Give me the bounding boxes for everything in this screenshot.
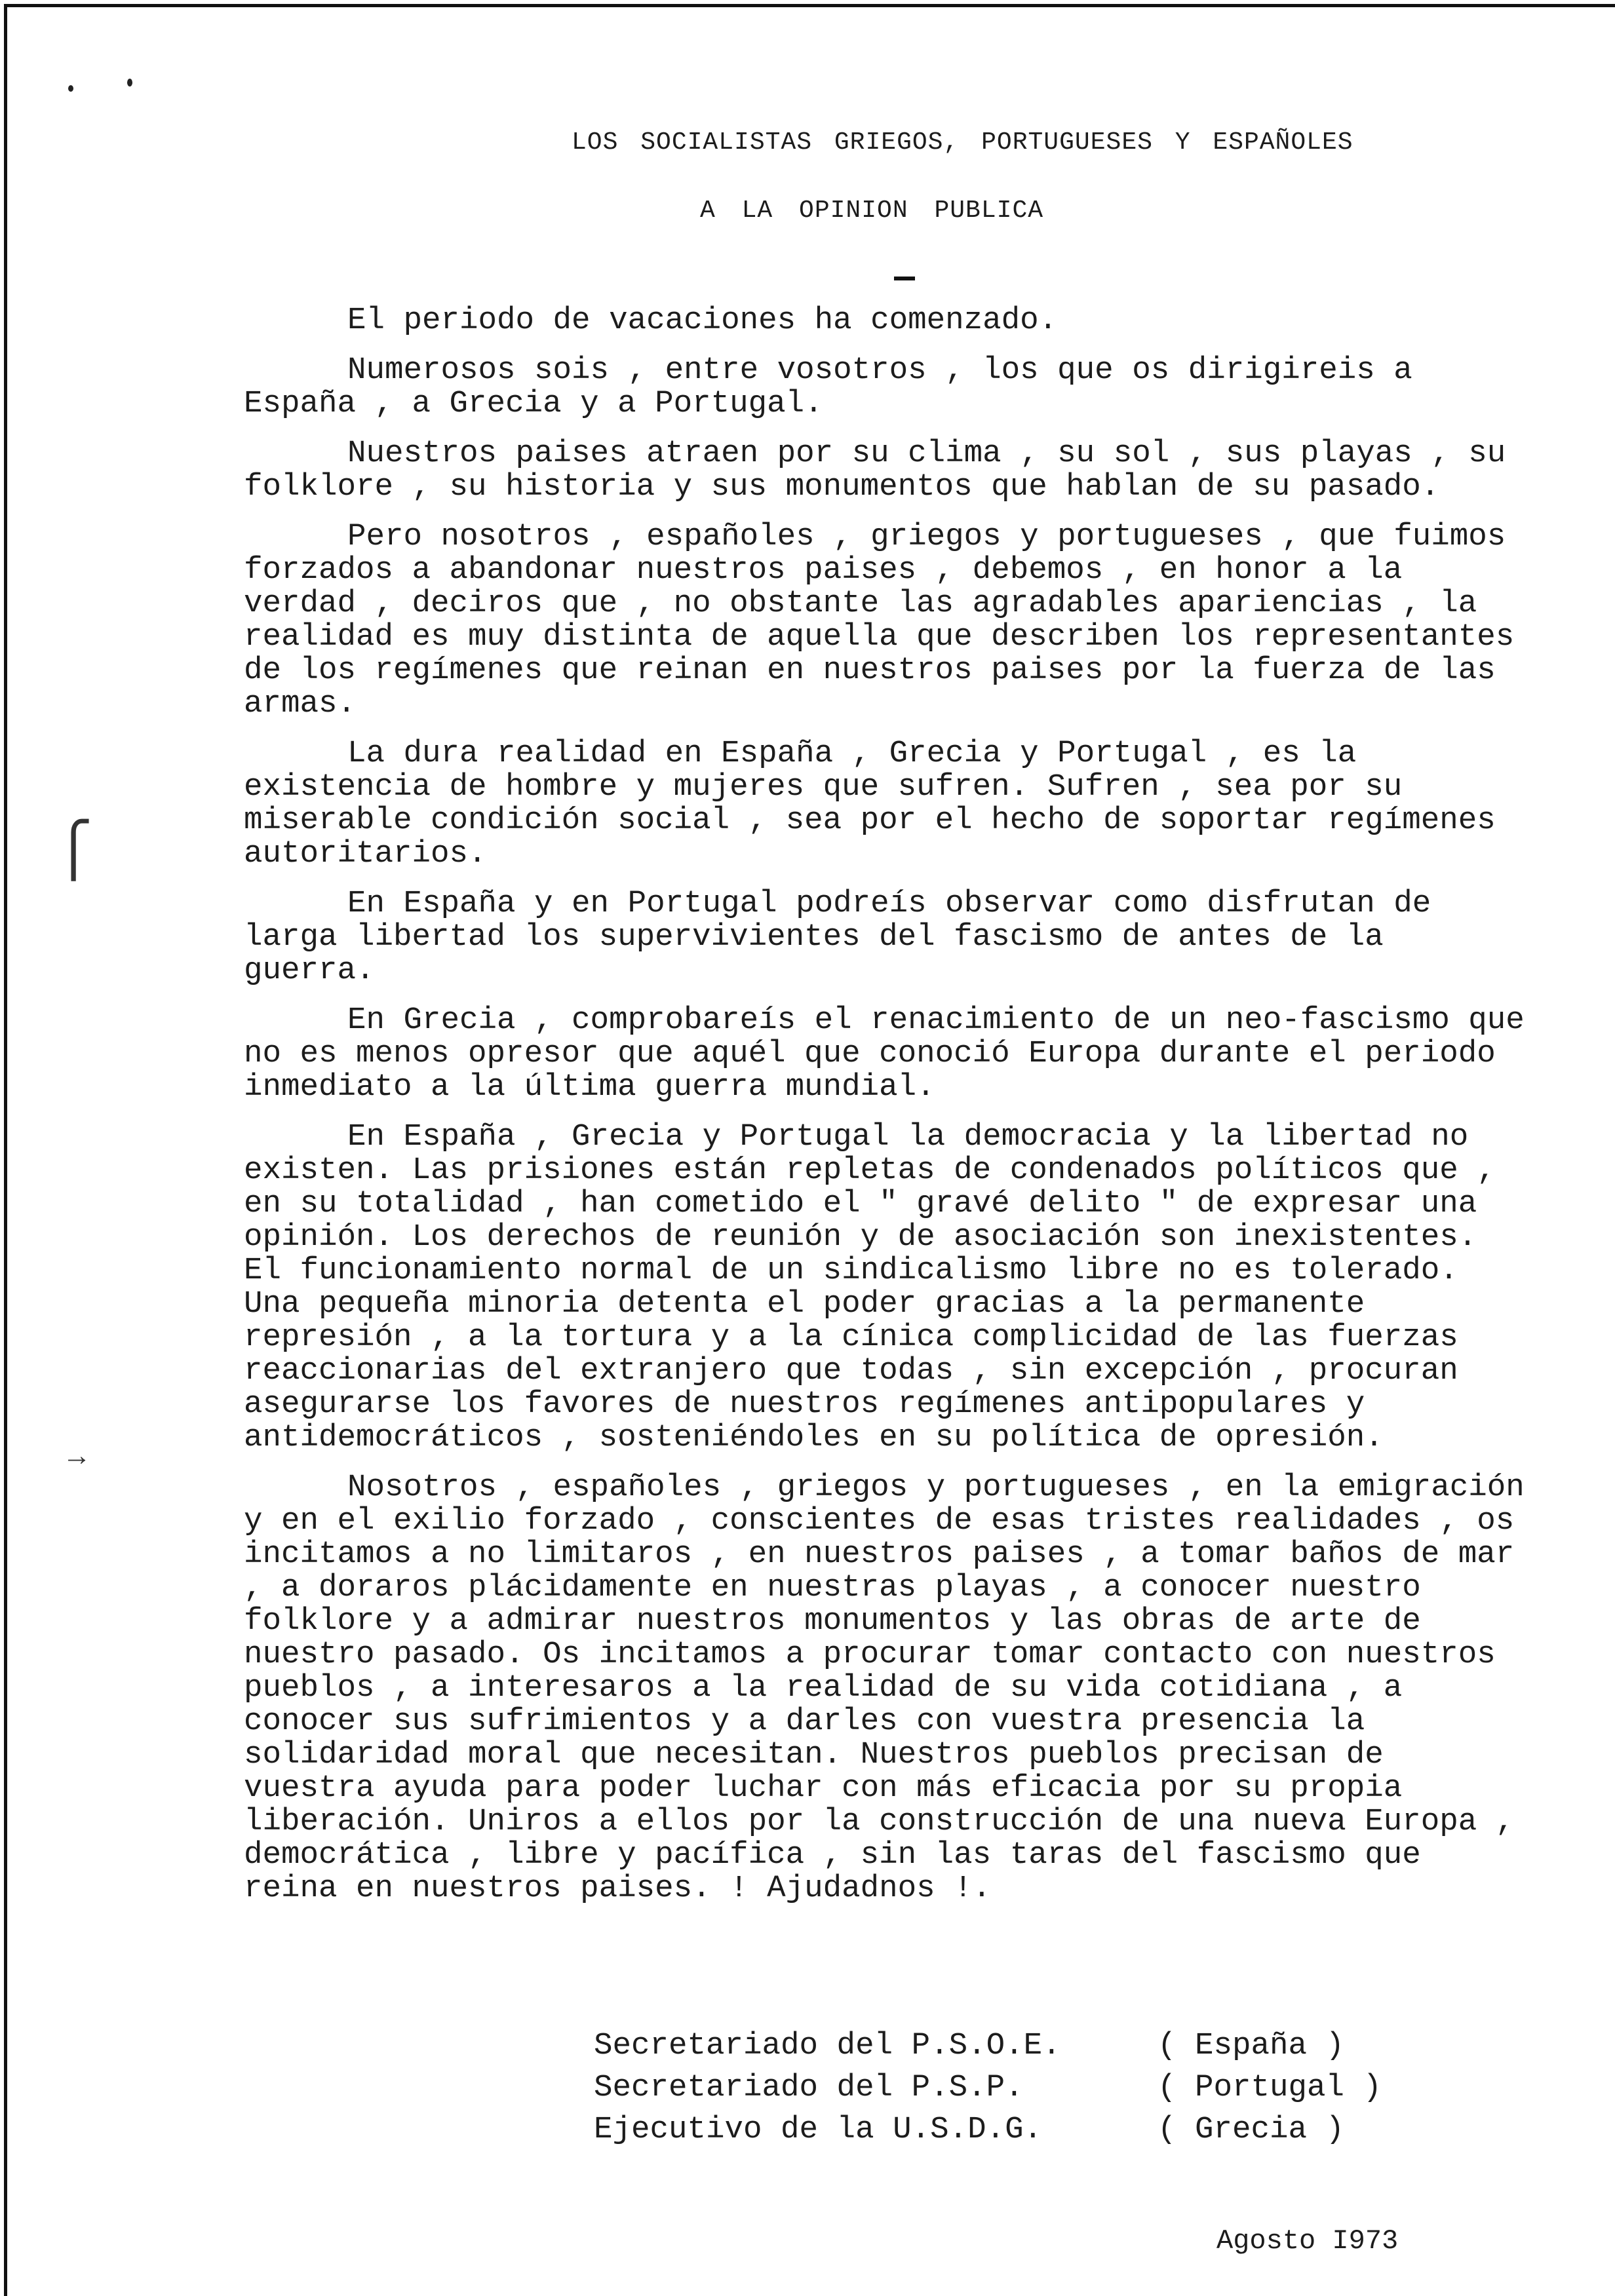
paragraph: Nosotros , españoles , griegos y portugueses , en la emigración y en el exilio forzado , conscientes de esas tristes realidades , os incitamos a no limitaros , en nuestros paises , a tomar baños de mar , a doraros plácidamente en nuestras playas , a conocer nuestro folklore y a admirar nuestros monumentos y las obras de arte de nuestro pasado. Os incitamos a procurar tomar contacto con nuestros pueblos , a interesaros a la realidad de su vida cotidiana , a conocer sus sufrimientos y a darles con vuestra presencia la solidaridad moral que necesitan. Nuestros pueblos precisan de vuestra ayuda para poder luchar con más eficacia por su propia liberación. Uniros a ellos por la construcción de una nueva Europa , democrática , libre y pacífica , sin las taras del fascismo que reina en nuestros paises. ! Ajudadnos !. <box>244 1470 1525 1906</box>
paragraph: En España y en Portugal podreís observar como disfrutan de larga libertad los supervivientes del fascismo de antes de la guerra. <box>244 886 1431 988</box>
margin-arrow-mark: → <box>68 1442 86 1474</box>
paragraph: Numerosos sois , entre vosotros , los que os dirigireis a España , a Grecia y a Portugal. <box>244 353 1412 421</box>
paragraph: Pero nosotros , españoles , griegos y portugueses , que fuimos forzados a abandonar nuestros paises , debemos , en honor a la verdad , deciros que , no obstante las agradables apariencias , la realidad es muy distinta de aquella que describen los representantes de los regímenes que reinan en nuestros paises por la fuerza de las armas. <box>244 519 1515 721</box>
document-date: Agosto I973 <box>1216 2225 1399 2257</box>
signature-block <box>594 2025 1382 2151</box>
paragraph: El periodo de vacaciones ha comenzado. <box>347 303 1058 338</box>
margin-bracket-mark: ⎧ <box>58 824 90 884</box>
signature-line <box>594 2109 1382 2151</box>
letter-body <box>244 304 1528 1922</box>
document-title: LOS SOCIALISTAS GRIEGOS, PORTUGUESES Y ESPAÑOLES <box>572 128 1353 157</box>
signature-office: Secretariado del P.S.P. <box>594 2070 1024 2105</box>
signature-country: ( Grecia ) <box>1158 2112 1345 2147</box>
page-top-edge <box>4 4 1615 7</box>
signature-country: ( España ) <box>1158 2028 1345 2063</box>
scan-speck <box>127 79 132 86</box>
document-subtitle: A LA OPINION PUBLICA <box>700 197 1044 225</box>
paragraph: Nuestros paises atraen por su clima , su sol , sus playas , su folklore , su historia y sus monumentos que hablan de su pasado. <box>244 436 1506 505</box>
signature-country: ( Portugal ) <box>1158 2070 1382 2105</box>
title-divider <box>894 277 915 280</box>
page-left-edge <box>4 4 7 2296</box>
signature-office: Secretariado del P.S.O.E. <box>594 2028 1061 2063</box>
paragraph: En Grecia , comprobareís el renacimiento de un neo-fascismo que no es menos opresor que aquél que conoció Europa durante el periodo inmediato a la última guerra mundial. <box>244 1003 1525 1105</box>
signature-office: Ejecutivo de la U.S.D.G. <box>594 2112 1043 2147</box>
paragraph: La dura realidad en España , Grecia y Portugal , es la existencia de hombre y mujeres que sufren. Sufren , sea por su miserable condición social , sea por el hecho de soportar regímenes autoritarios. <box>244 736 1496 871</box>
paragraph: En España , Grecia y Portugal la democracia y la libertad no existen. Las prisiones están repletas de condenados políticos que , en su totalidad , han cometido el " gravé delito " de expresar una opinión. Los derechos de reunión y de asociación son inexistentes. El funcionamiento normal de un sindicalismo libre no es tolerado. Una pequeña minoria detenta el poder gracias a la permanente represión , a la tortura y a la cínica complicidad de las fuerzas reaccionarias del extranjero que todas , sin excepción , procuran asegurarse los favores de nuestros regímenes antipopulares y antidemocráticos , sosteniéndoles en su política de opresión. <box>244 1119 1496 1455</box>
scan-speck <box>68 85 73 92</box>
signature-line <box>594 2067 1382 2109</box>
signature-line <box>594 2025 1382 2067</box>
